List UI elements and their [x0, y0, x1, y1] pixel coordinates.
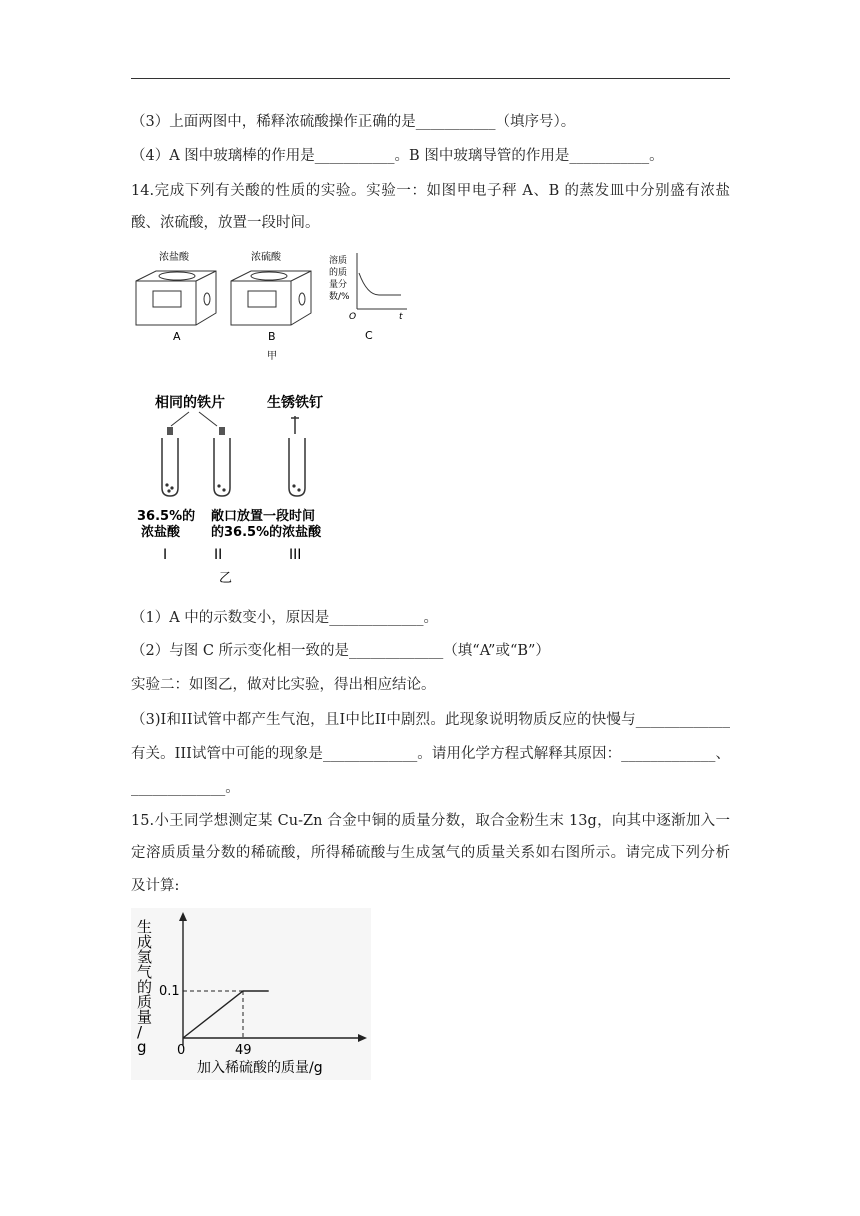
x-tick-0: 0 — [177, 1043, 186, 1058]
y-tick-0-1: 0.1 — [159, 984, 180, 999]
scale-b-label: 浓硫酸 — [251, 252, 281, 263]
y-label-char: 质 — [137, 993, 153, 1011]
header-rule — [131, 78, 730, 79]
graph-c-ylabel-1: 溶质 — [329, 256, 348, 266]
question-14-3-line-2: 有关。III试管中可能的现象是_____________。请用化学方程式解释其原因：_____________、 — [131, 746, 730, 762]
tube-1-label-line-2: 浓盐酸 — [141, 525, 181, 540]
y-label-char: 生 — [137, 918, 153, 936]
question-14-1: （1）A 中的示数变小，原因是_____________。 — [131, 610, 439, 626]
y-label-char: 量 — [137, 1008, 153, 1026]
graph-c-x-label: t — [399, 312, 403, 322]
letter-a: A — [173, 330, 181, 343]
numeral-1: I — [163, 547, 168, 563]
question-13-3: （3）上面两图中，稀释浓硫酸操作正确的是___________（填序号）。 — [131, 114, 576, 130]
pointer-line-1 — [171, 412, 189, 426]
letter-b: B — [268, 330, 276, 343]
y-label-char: 成 — [137, 933, 153, 951]
test-tube-1 — [162, 427, 178, 496]
numeral-3: III — [289, 547, 302, 563]
x-tick-49: 49 — [235, 1043, 252, 1058]
experiment-2: 实验二：如图乙，做对比实验，得出相应结论。 — [131, 677, 436, 693]
question-14-3-line-3: _____________。 — [131, 780, 240, 796]
scale-a — [136, 271, 216, 325]
question-14-3-line-1: （3)I和II试管中都产生气泡，且I中比II中剧烈。此现象说明物质反应的快慢与_____________ — [131, 712, 730, 728]
figure-yi — [131, 388, 361, 588]
graph-c — [357, 253, 407, 309]
question-15-line-1: 15.小王同学想测定某 Cu-Zn 合金中铜的质量分数，取合金粉生末 13g，向其中逐渐加入一 — [131, 813, 730, 829]
tube-2-label-line-1: 敞口放置一段时间 — [211, 509, 316, 524]
y-label-char: 的 — [137, 978, 153, 996]
scale-b — [231, 271, 311, 325]
x-axis-label: 加入稀硫酸的质量/g — [197, 1060, 323, 1076]
test-tube-2 — [214, 427, 230, 496]
question-13-4: （4）A 图中玻璃棒的作用是___________。B 图中玻璃导管的作用是___________。 — [131, 148, 664, 164]
question-14-intro-line-2: 酸、浓硫酸，放置一段时间。 — [131, 215, 320, 231]
test-tube-3 — [289, 416, 305, 496]
y-label-char: 氢 — [137, 948, 153, 966]
figure-yi-top-right-label: 生锈铁钉 — [267, 395, 323, 411]
figure-jia — [131, 243, 421, 363]
question-15-line-2: 定溶质质量分数的稀硫酸，所得稀硫酸与生成氢气的质量关系如右图所示。请完成下列分析 — [131, 845, 730, 861]
graph-c-ylabel-4: 数/% — [329, 292, 350, 302]
numeral-2: II — [214, 547, 223, 563]
graph-c-ylabel-2: 的质 — [329, 268, 348, 278]
hydrogen-chart — [131, 908, 371, 1080]
pointer-line-2 — [199, 412, 217, 426]
tube-2-label-line-2: 的36.5%的浓盐酸 — [211, 525, 322, 540]
tube-1-label-line-1: 36.5%的 — [137, 509, 196, 524]
graph-c-origin: O — [349, 312, 357, 322]
y-label-char: g — [137, 1038, 147, 1056]
y-label-char: 气 — [137, 963, 153, 981]
graph-c-ylabel-3: 量分 — [329, 280, 348, 290]
scale-a-label: 浓盐酸 — [159, 252, 189, 263]
figure-yi-caption: 乙 — [219, 571, 233, 586]
question-14-2: （2）与图 C 所示变化相一致的是_____________（填“A”或“B”） — [131, 643, 550, 659]
figure-jia-caption: 甲 — [267, 351, 277, 362]
letter-c: C — [365, 329, 373, 342]
question-14-intro-line-1: 14.完成下列有关酸的性质的实验。实验一：如图甲电子秤 A、B 的蒸发皿中分别盛有浓盐 — [131, 183, 730, 199]
question-15-line-3: 及计算: — [131, 878, 180, 894]
y-label-char: / — [137, 1023, 143, 1041]
figure-yi-top-left-label: 相同的铁片 — [155, 395, 225, 411]
